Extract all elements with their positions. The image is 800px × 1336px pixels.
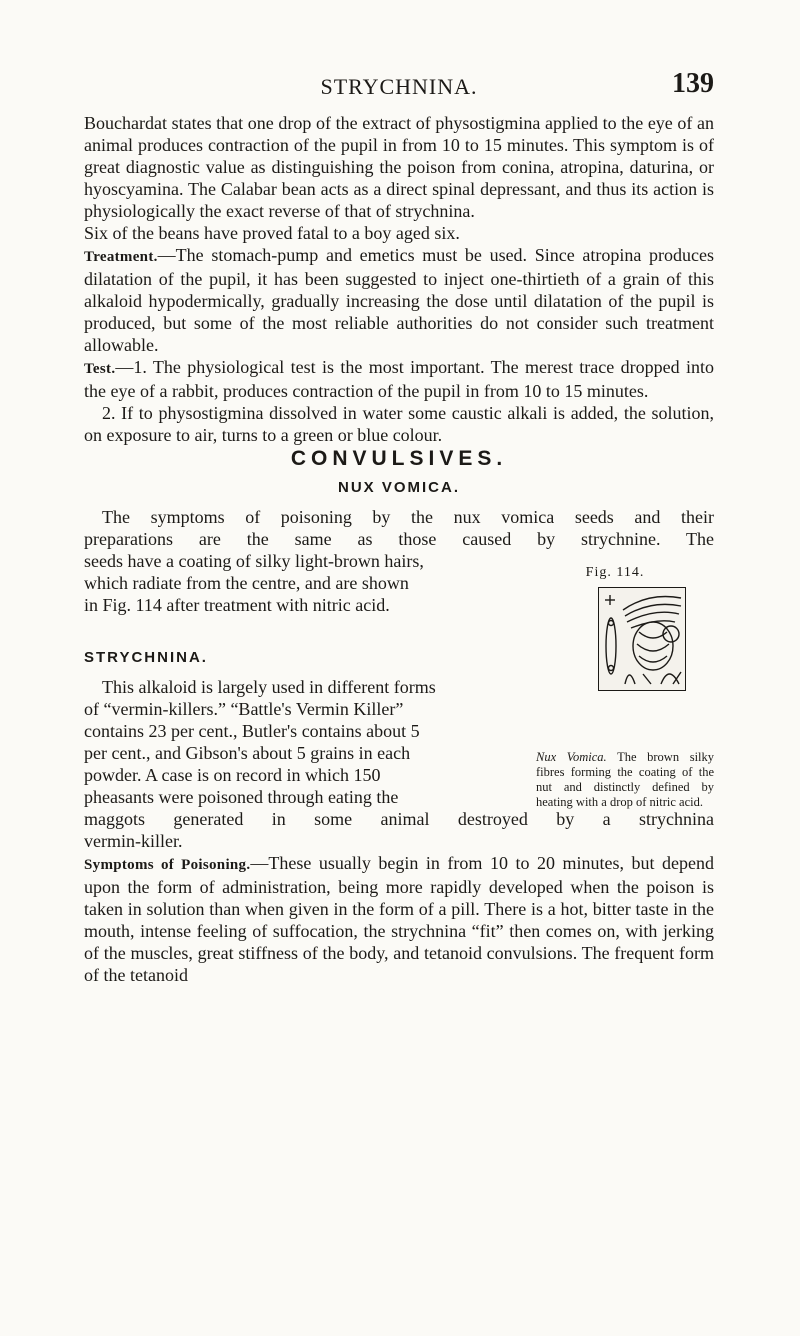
paragraph-bouchardat <box>84 112 714 446</box>
nux-line-4: which radiate from the centre, and are shown <box>84 573 409 593</box>
strych-line-8: vermin-killer. <box>84 831 183 851</box>
nux-line-2: preparations are the same as those caused by strychnine. The <box>84 529 714 549</box>
caption-title: Nux Vomica. <box>536 750 607 764</box>
strych-line-4: per cent., and Gibson's about 5 grains in each <box>84 743 411 763</box>
test-text: —1. The physiological test is the most important. The merest trace dropped into the eye of a rabbit, produces contraction of the pupil in from 10 to 15 minutes. <box>84 357 714 401</box>
paragraph-text: Bouchardat states that one drop of the extract of physostigmina applied to the eye of an animal produces contraction of the pupil in from 10 to 15 minutes. This symptom is of great diagnostic value as distinguishing the poison from conina, atropina, daturina, or hyoscyamina. The Calabar bean acts as a direct spinal depressant, and thus its action is physiologically the exact reverse of that of strychnina. <box>84 113 714 221</box>
nux-vomica-engraving-icon <box>599 588 685 690</box>
caption-text: The brown silky fibres forming the coating of the nut and distinctly defined by heating with a drop of nitric acid. <box>536 750 715 809</box>
figure-114 <box>540 565 710 691</box>
strych-line-7: maggots generated in some animal destroyed by a strychnina <box>84 809 714 829</box>
paragraph-test <box>84 356 714 402</box>
treatment-text: —The stomach-pump and emetics must be used. Since atropina produces dilatation of the pupil, it has been suggested to inject one-thirtieth of a grain of this alkaloid hypodermically, gradually increasing the dose until dilatation of the pupil is produced, but some of the most reliable authorities do not consider such treatment allowable. <box>84 245 714 355</box>
strych-line-6: pheasants were poisoned through eating the <box>84 787 399 807</box>
paragraph-treatment <box>84 244 714 356</box>
nux-line-1: The symptoms of poisoning by the nux vomica seeds and their <box>102 507 714 527</box>
strych-line-5: powder. A case is on record in which 150 <box>84 765 381 785</box>
paragraph-symptoms <box>84 852 714 986</box>
strych-line-1: This alkaloid is largely used in different forms <box>102 677 436 697</box>
treatment-heading: Treatment. <box>84 249 158 265</box>
test-heading: Test. <box>84 361 116 377</box>
page-header <box>84 68 714 108</box>
strych-line-3: contains 23 per cent., Butler's contains about 5 <box>84 721 420 741</box>
paragraph-fatal-dose: Six of the beans have proved fatal to a boy aged six. <box>84 223 460 243</box>
strych-line-2: of “vermin-killers.” “Battle's Vermin Killer” <box>84 699 404 719</box>
figure-caption <box>536 750 714 810</box>
section-heading-strychnina: STRYCHNINA. <box>84 649 208 666</box>
running-head: STRYCHNINA. <box>320 74 478 99</box>
paragraph-test-2: 2. If to physostigmina dissolved in water some caustic alkali is added, the solution, on exposure to air, turns to a green or blue colour. <box>84 403 714 445</box>
nux-line-3: seeds have a coating of silky light-brown hairs, <box>84 551 424 571</box>
symptoms-paragraph <box>84 852 714 986</box>
nux-line-5: in Fig. 114 after treatment with nitric acid. <box>84 595 390 615</box>
symptoms-heading: Symptoms of Poisoning. <box>84 857 251 873</box>
section-heading-convulsives: CONVULSIVES. <box>290 447 508 470</box>
page-number: 139 <box>672 68 714 99</box>
symptoms-text: —These usually begin in from 10 to 20 minutes, but depend upon the form of administration, being more rapidly developed when the poison is taken in solution than when given in the form of a pill. There is a hot, bitter taste in the mouth, intense feeling of suffocation, the strychnina “fit” then comes on, with jerking of the muscles, great stiffness of the body, and tetanoid convulsions. The frequent form of the tetanoid <box>84 853 714 985</box>
section-heading-nux-vomica: NUX VOMICA. <box>337 479 460 496</box>
figure-label: Fig. 114. <box>585 565 645 580</box>
